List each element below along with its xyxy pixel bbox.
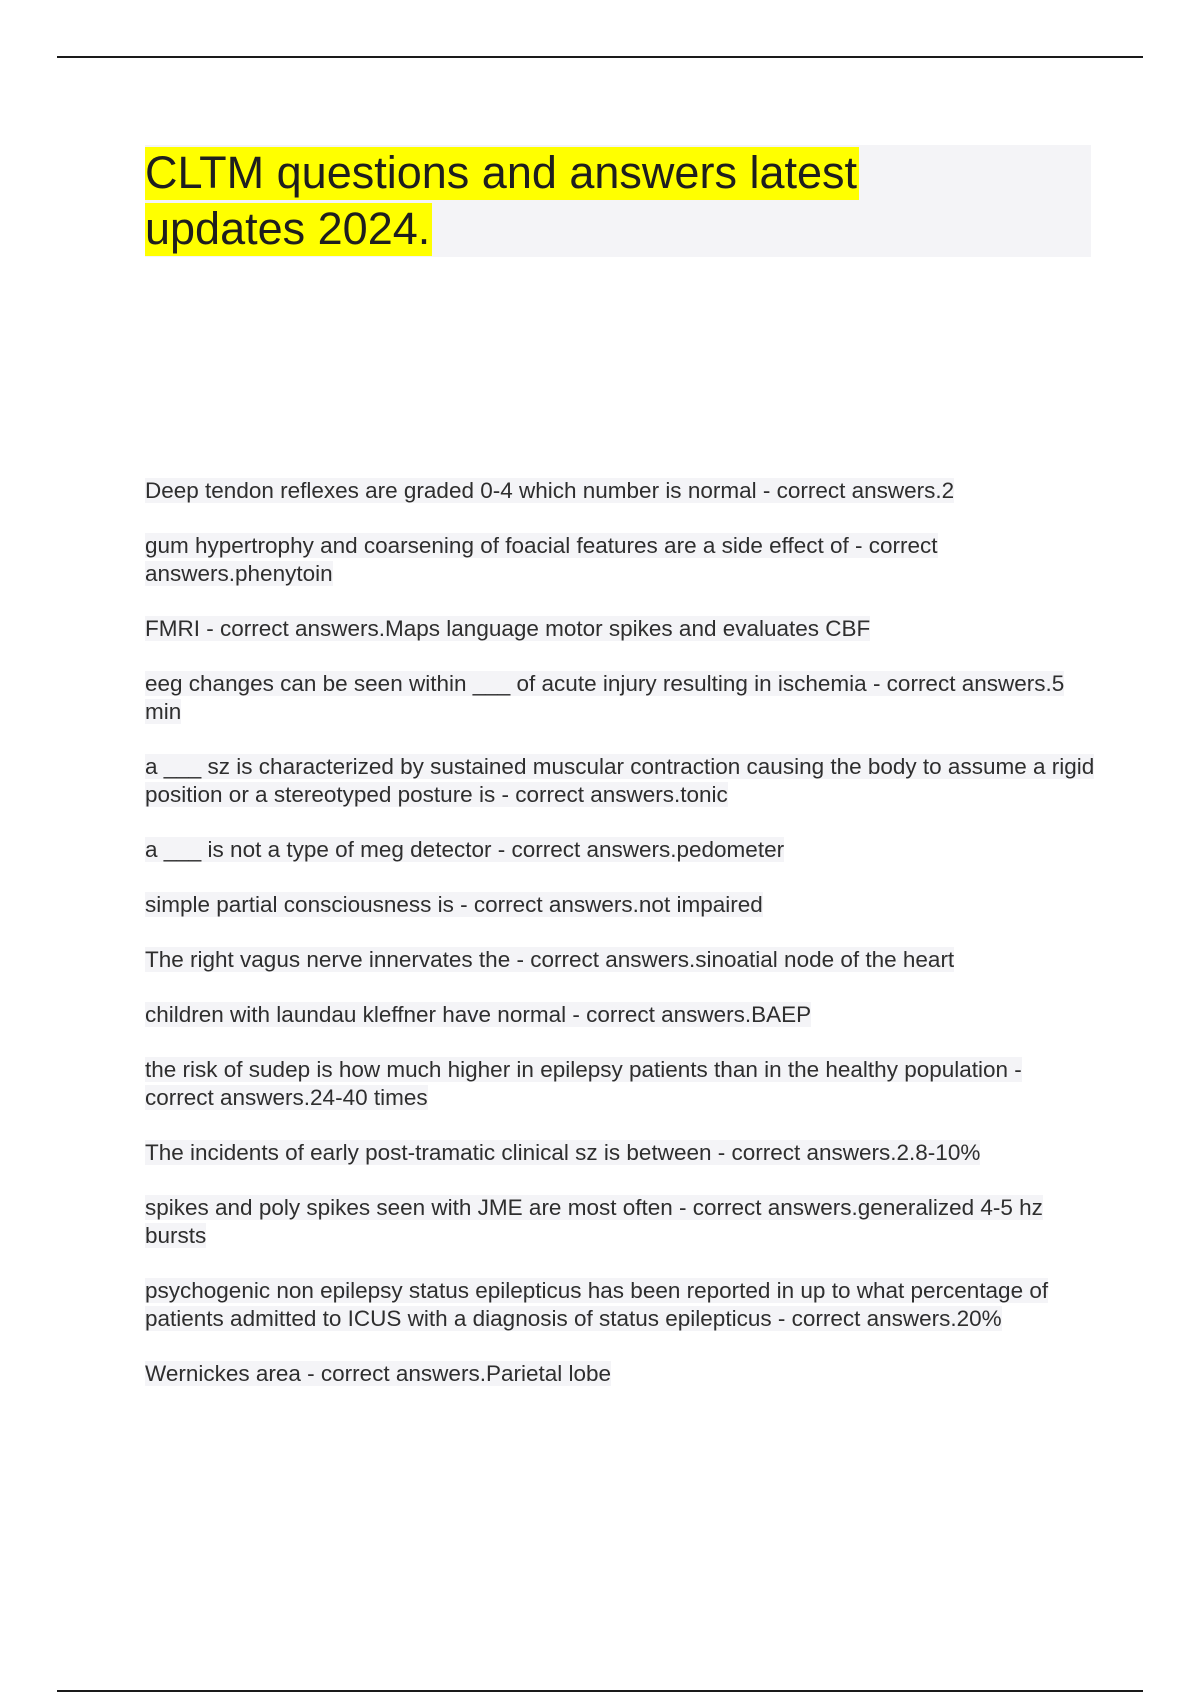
qa-text: eeg changes can be seen within ___ of acute injury resulting in ischemia - correct answers.5 min bbox=[145, 671, 1065, 724]
qa-text: a ___ is not a type of meg detector - correct answers.pedometer bbox=[145, 837, 785, 862]
qa-item-5 bbox=[145, 753, 1095, 809]
qa-text: Wernickes area - correct answers.Parietal lobe bbox=[145, 1361, 612, 1386]
document-title bbox=[145, 145, 945, 257]
qa-item-12 bbox=[145, 1194, 1095, 1250]
qa-item-8 bbox=[145, 946, 1095, 974]
qa-text: FMRI - correct answers.Maps language motor spikes and evaluates CBF bbox=[145, 616, 871, 641]
qa-item-6 bbox=[145, 836, 1095, 864]
qa-item-13 bbox=[145, 1277, 1095, 1333]
qa-item-14 bbox=[145, 1360, 1095, 1388]
header-rule bbox=[57, 56, 1143, 58]
qa-item-9 bbox=[145, 1001, 1095, 1029]
qa-item-7 bbox=[145, 891, 1095, 919]
qa-text: the risk of sudep is how much higher in epilepsy patients than in the healthy population - correct answers.24-40 times bbox=[145, 1057, 1022, 1110]
qa-text: psychogenic non epilepsy status epilepticus has been reported in up to what percentage of patients admitted to ICUS with a diagnosis of status epilepticus - correct answers.20% bbox=[145, 1278, 1049, 1331]
qa-text: gum hypertrophy and coarsening of foacial features are a side effect of - correct answers.phenytoin bbox=[145, 533, 938, 586]
qa-text: children with laundau kleffner have normal - correct answers.BAEP bbox=[145, 1002, 812, 1027]
title-highlight: CLTM questions and answers latest updates 2024. bbox=[145, 147, 858, 254]
qa-item-4 bbox=[145, 670, 1095, 726]
qa-list bbox=[145, 477, 1095, 1415]
qa-text: The right vagus nerve innervates the - correct answers.sinoatial node of the heart bbox=[145, 947, 955, 972]
footer-rule bbox=[57, 1690, 1143, 1692]
qa-item-3 bbox=[145, 615, 1095, 643]
qa-item-1 bbox=[145, 477, 1095, 505]
qa-text: a ___ sz is characterized by sustained muscular contraction causing the body to assume a rigid position or a stereotyped posture is - correct answers.tonic bbox=[145, 754, 1095, 807]
qa-item-11 bbox=[145, 1139, 1095, 1167]
qa-text: simple partial consciousness is - correct answers.not impaired bbox=[145, 892, 763, 917]
title-block bbox=[145, 145, 1091, 257]
qa-item-10 bbox=[145, 1056, 1095, 1112]
qa-text: Deep tendon reflexes are graded 0-4 which number is normal - correct answers.2 bbox=[145, 478, 955, 503]
qa-item-2 bbox=[145, 532, 1095, 588]
qa-text: The incidents of early post-tramatic clinical sz is between - correct answers.2.8-10% bbox=[145, 1140, 981, 1165]
qa-text: spikes and poly spikes seen with JME are most often - correct answers.generalized 4-5 hz bursts bbox=[145, 1195, 1043, 1248]
